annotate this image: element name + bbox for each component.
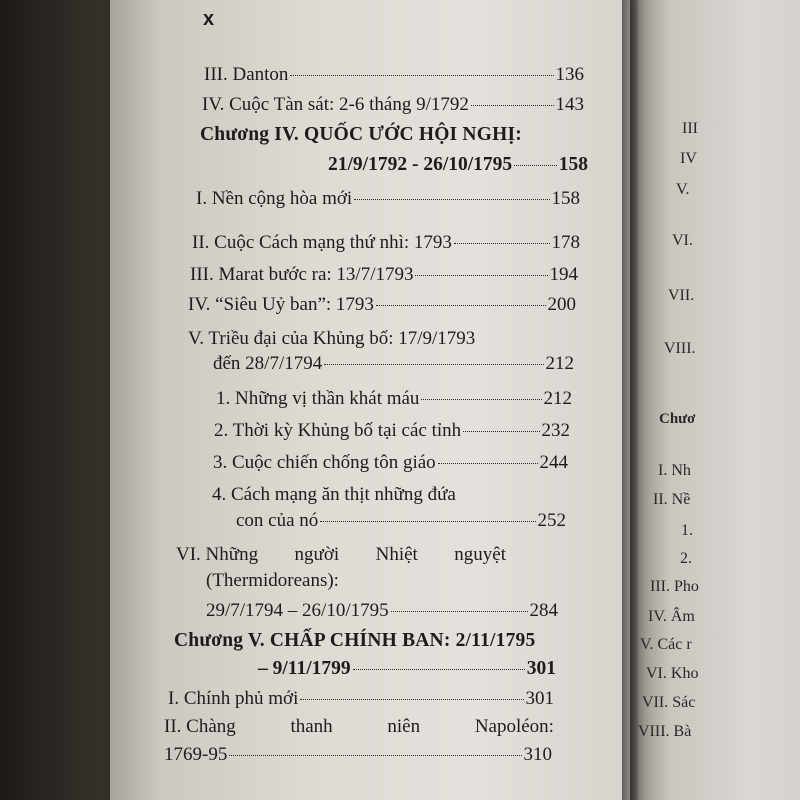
toc-subentry <box>213 452 568 474</box>
background-edge <box>0 0 112 800</box>
word: niên <box>387 716 421 737</box>
dot-leader <box>320 521 535 522</box>
toc-entry-label: 1769-95 <box>164 744 228 765</box>
right-page-fragment: 1. <box>681 522 693 539</box>
dot-leader <box>463 431 539 432</box>
right-page-fragment: IV. Âm <box>648 608 695 625</box>
right-page-fragment: I. Nh <box>658 462 691 479</box>
dot-leader <box>376 305 546 306</box>
toc-entry-label: con của nó <box>236 510 319 531</box>
toc-entry-label: IV. “Siêu Uỷ ban”: 1793 <box>188 294 374 315</box>
dot-leader <box>300 699 523 700</box>
right-page-fragment: 2. <box>680 550 692 567</box>
chapter-dates: – 9/11/1799 <box>258 658 351 679</box>
toc-subentry <box>214 420 570 442</box>
chapter-heading-dates <box>258 658 556 680</box>
toc-entry <box>213 353 574 375</box>
toc-entry-page: 136 <box>555 64 584 85</box>
dot-leader <box>438 463 538 464</box>
dot-leader <box>415 275 547 276</box>
toc-entry-label: I. Chính phủ mới <box>168 688 299 709</box>
toc-entry-page: 158 <box>551 188 580 209</box>
toc-entry <box>168 688 554 710</box>
toc-entry-label-line1 <box>164 716 554 738</box>
toc-entry-label-line1: 4. Cách mạng ăn thịt những đứa <box>212 484 456 505</box>
book-gutter-shadow <box>622 0 638 800</box>
chapter-heading: Chương IV. QUỐC ƯỚC HỘI NGHỊ: <box>200 124 522 145</box>
toc-entry-label-line2: (Thermidoreans): <box>206 570 339 591</box>
dot-leader <box>290 75 553 76</box>
right-page-fragment: V. Các r <box>640 636 692 653</box>
right-page-fragment: VI. Kho <box>646 665 699 682</box>
toc-subentry <box>236 510 566 532</box>
toc-entry <box>188 294 576 316</box>
toc-entry-page: 212 <box>545 353 574 374</box>
right-page-fragment: VII. <box>668 287 695 304</box>
toc-entry-label: I. Nền cộng hòa mới <box>196 188 353 209</box>
toc-entry-label: 2. Thời kỳ Khủng bố tại các tỉnh <box>214 420 462 441</box>
toc-entry-label-line1: V. Triều đại của Khủng bố: 17/9/1793 <box>188 328 476 349</box>
right-page-chapter-fragment: Chươ <box>659 411 696 427</box>
dot-leader <box>324 364 543 365</box>
toc-entry-page: 310 <box>523 744 552 765</box>
right-page-fragment: VII. Sác <box>642 694 696 711</box>
toc-entry <box>204 64 584 86</box>
toc-entry-label-line1 <box>176 544 506 566</box>
chapter-heading-dates <box>328 154 588 176</box>
toc-entry-label: III. Marat bước ra: 13/7/1793 <box>190 264 414 285</box>
dot-leader <box>354 199 549 200</box>
toc-entry-page: 200 <box>547 294 576 315</box>
right-page-fragment: IV <box>680 150 697 167</box>
toc-entry-page: 194 <box>549 264 578 285</box>
chapter-heading: Chương V. CHẤP CHÍNH BAN: 2/11/1795 <box>174 630 536 651</box>
toc-entry-page: 232 <box>541 420 570 441</box>
toc-entry-page: 143 <box>555 94 584 115</box>
toc-entry-label: III. Danton <box>204 64 289 85</box>
toc-entry-label: II. Cuộc Cách mạng thứ nhì: 1793 <box>192 232 452 253</box>
dot-leader <box>471 105 554 106</box>
right-page-fragment: VIII. Bà <box>638 723 692 740</box>
right-page-fragment: II. Nề <box>653 491 691 508</box>
dot-leader <box>421 399 541 400</box>
toc-entry-page: 284 <box>529 600 558 621</box>
toc-entry-page: 244 <box>539 452 568 473</box>
toc-entry <box>192 232 580 254</box>
toc-entry-page: 252 <box>537 510 566 531</box>
word: nguyệt <box>454 544 506 565</box>
toc-entry-label: 1. Những vị thần khát máu <box>216 388 420 409</box>
word: người <box>294 544 340 565</box>
toc-entry-label: 29/7/1794 – 26/10/1795 <box>206 600 389 621</box>
toc-entry-label: đến 28/7/1794 <box>213 353 323 374</box>
right-page-fragment: III <box>682 120 698 137</box>
word: II. Chàng <box>164 716 236 737</box>
word: Napoléon: <box>474 716 554 737</box>
word: thanh <box>290 716 333 737</box>
toc-entry <box>202 94 584 116</box>
toc-entry-page: 301 <box>525 688 554 709</box>
toc-entry-page: 212 <box>543 388 572 409</box>
dot-leader <box>229 755 521 756</box>
chapter-page: 301 <box>526 658 556 679</box>
dot-leader <box>454 243 550 244</box>
toc-entry-label: IV. Cuộc Tàn sát: 2-6 tháng 9/1792 <box>202 94 469 115</box>
right-page-fragment: III. Pho <box>650 578 699 595</box>
right-page-fragment: V. <box>676 181 690 198</box>
toc-entry <box>190 264 578 286</box>
dot-leader <box>391 611 528 612</box>
toc-entry <box>206 600 558 622</box>
dot-leader <box>514 165 557 166</box>
chapter-dates: 21/9/1792 - 26/10/1795 <box>328 154 513 175</box>
toc-entry-page: 178 <box>551 232 580 253</box>
word: VI. Những <box>176 544 259 565</box>
chapter-page: 158 <box>558 154 588 175</box>
right-page-fragment: VIII. <box>664 340 696 357</box>
toc-entry <box>164 744 552 766</box>
toc-entry-label: 3. Cuộc chiến chống tôn giáo <box>213 452 436 473</box>
right-page-fragment: VI. <box>672 232 693 249</box>
toc-subentry <box>216 388 572 410</box>
page-marker: x <box>203 8 215 30</box>
word: Nhiệt <box>375 544 418 565</box>
toc-entry <box>196 188 580 210</box>
dot-leader <box>353 669 525 670</box>
